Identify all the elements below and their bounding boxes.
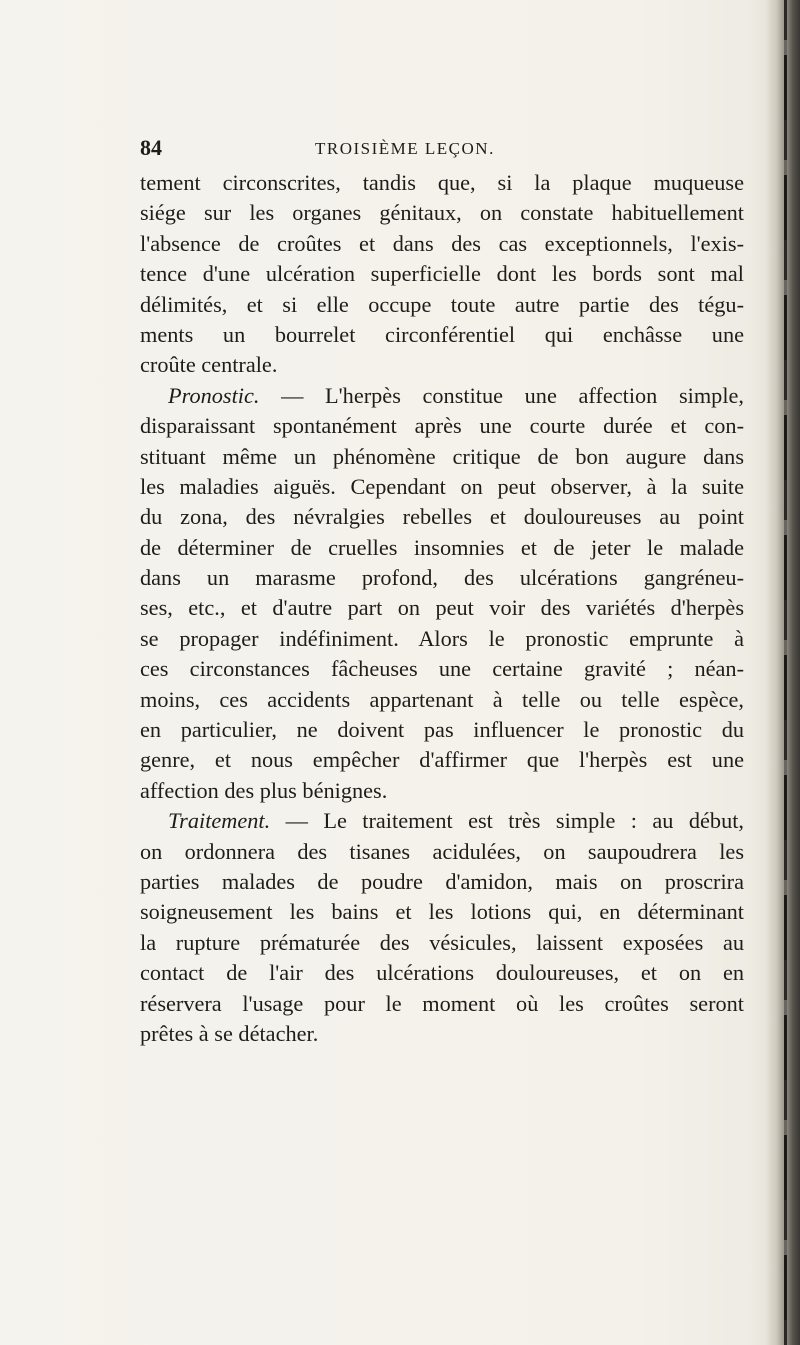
page-number: 84 [140,135,162,160]
text-line: prêtes à se détacher. [140,1020,319,1046]
text-line: ses, etc., et d'autre part on peut voir des variétés d'herpès [140,595,744,621]
traitement-heading: Traitement. [168,808,271,834]
text-run: — L'herpès constitue une affection simple, [259,382,744,408]
text-line: la rupture prématurée des vésicules, laissent exposées au [140,929,744,955]
traitement-first-line [140,806,744,836]
text-line: dans un marasme profond, des ulcérations gangréneu- [140,565,744,591]
text-line: affection des plus bénignes. [140,777,388,803]
text-line: on ordonnera des tisanes acidulées, on saupoudrera les [140,838,744,864]
text-line: se propager indéfiniment. Alors le pronostic emprunte à [140,625,744,651]
text-line: stituant même un phénomène critique de bon augure dans [140,443,744,469]
text-line: de déterminer de cruelles insomnies et de jeter le malade [140,534,744,560]
text-line: délimités, et si elle occupe toute autre partie des tégu- [140,291,744,317]
text-line: l'absence de croûtes et dans des cas exceptionnels, l'exis- [140,230,744,256]
text-line: genre, et nous empêcher d'affirmer que l'herpès est une [140,747,744,773]
text-line: contact de l'air des ulcérations douloureuses, et on en [140,960,744,986]
page-edge-shadow [766,0,800,1345]
body-text [140,168,744,1049]
pronostic-first-line [140,381,744,411]
text-line: parties malades de poudre d'amidon, mais on proscrira [140,868,744,894]
text-line: ments un bourrelet circonférentiel qui enchâsse une [140,321,744,347]
text-line: croûte centrale. [140,352,278,378]
text-line: réservera l'usage pour le moment où les croûtes seront [140,990,744,1016]
text-line: en particulier, ne doivent pas influencer le pronostic du [140,717,744,743]
running-head: TROISIÈME LEÇON. [315,139,495,158]
text-line: ces circonstances fâcheuses une certaine gravité ; néan- [140,656,744,682]
text-line: du zona, des névralgies rebelles et douloureuses au point [140,504,744,530]
text-line: siége sur les organes génitaux, on constate habituellement [140,200,744,226]
text-line: tement circonscrites, tandis que, si la plaque muqueuse [140,170,744,195]
pronostic-heading: Pronostic. [168,382,260,408]
text-line: moins, ces accidents appartenant à telle ou telle espèce, [140,686,744,712]
text-line: les maladies aiguës. Cependant on peut observer, à la suite [140,473,744,499]
text-line: tence d'une ulcération superficielle dont les bords sont mal [140,261,744,287]
text-line: soigneusement les bains et les lotions qui, en déterminant [140,899,744,925]
page-header [140,135,740,165]
text-line: disparaissant spontanément après une courte durée et con- [140,413,744,439]
text-run: — Le traitement est très simple : au début, [270,808,744,834]
